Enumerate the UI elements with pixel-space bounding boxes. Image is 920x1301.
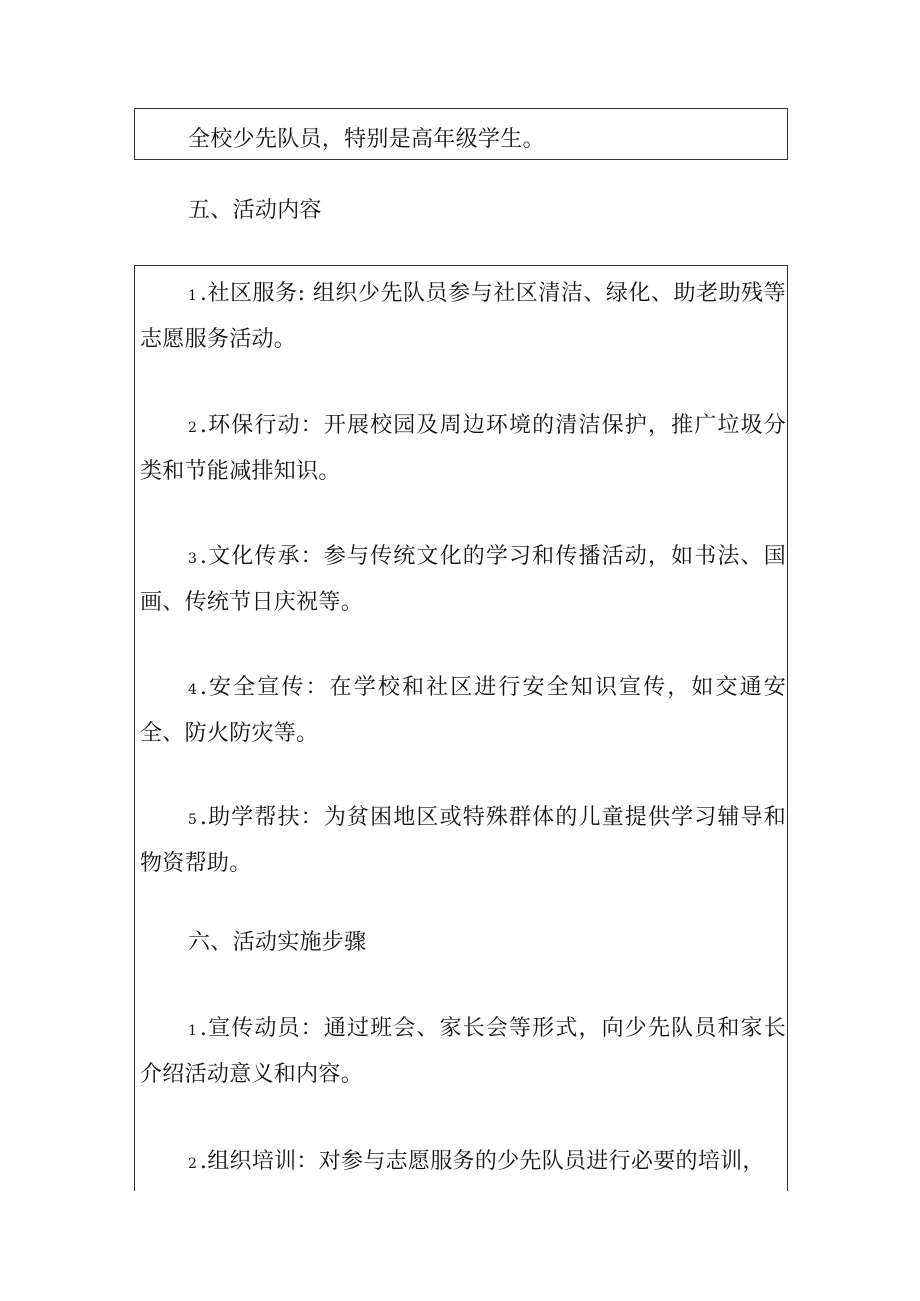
item-number: 1 (188, 1023, 200, 1039)
section5-item-3 (140, 535, 786, 625)
item-number: 1 (188, 288, 200, 304)
item-number: 4 (188, 682, 200, 698)
audience-text: 全校少先队员，特别是高年级学生。 (188, 127, 545, 152)
section6-item-2 (140, 1140, 786, 1186)
item-text: .安全宣传：在学校和社区进行安全知识宣传，如交通安全、防火防灾等。 (140, 675, 786, 746)
section6-title: 六、活动实施步骤 (188, 930, 367, 955)
section5-title: 五、活动内容 (188, 198, 322, 223)
item-text: .环保行动：开展校园及周边环境的清洁保护，推广垃圾分类和节能减排知识。 (140, 413, 786, 484)
item-text: .社区服务: 组织少先队员参与社区清洁、绿化、助老助残等志愿服务活动。 (140, 281, 786, 352)
item-number: 3 (188, 551, 200, 567)
item-number: 2 (188, 1156, 200, 1172)
item-number: 2 (188, 420, 200, 436)
item-text: .助学帮扶：为贫困地区或特殊群体的儿童提供学习辅导和物资帮助。 (140, 805, 786, 876)
item-text: .宣传动员：通过班会、家长会等形式，向少先队员和家长介绍活动意义和内容。 (140, 1016, 786, 1087)
section5-item-2 (140, 404, 786, 494)
item-text: .组织培训：对参与志愿服务的少先队员进行必要的培训， (199, 1149, 765, 1174)
section5-item-5 (140, 796, 786, 886)
section6-item-1 (140, 1007, 786, 1097)
item-number: 5 (188, 812, 200, 828)
item-text: .文化传承：参与传统文化的学习和传播活动，如书法、国画、传统节日庆祝等。 (140, 544, 786, 615)
section5-item-1 (140, 272, 786, 362)
section5-item-4 (140, 666, 786, 756)
